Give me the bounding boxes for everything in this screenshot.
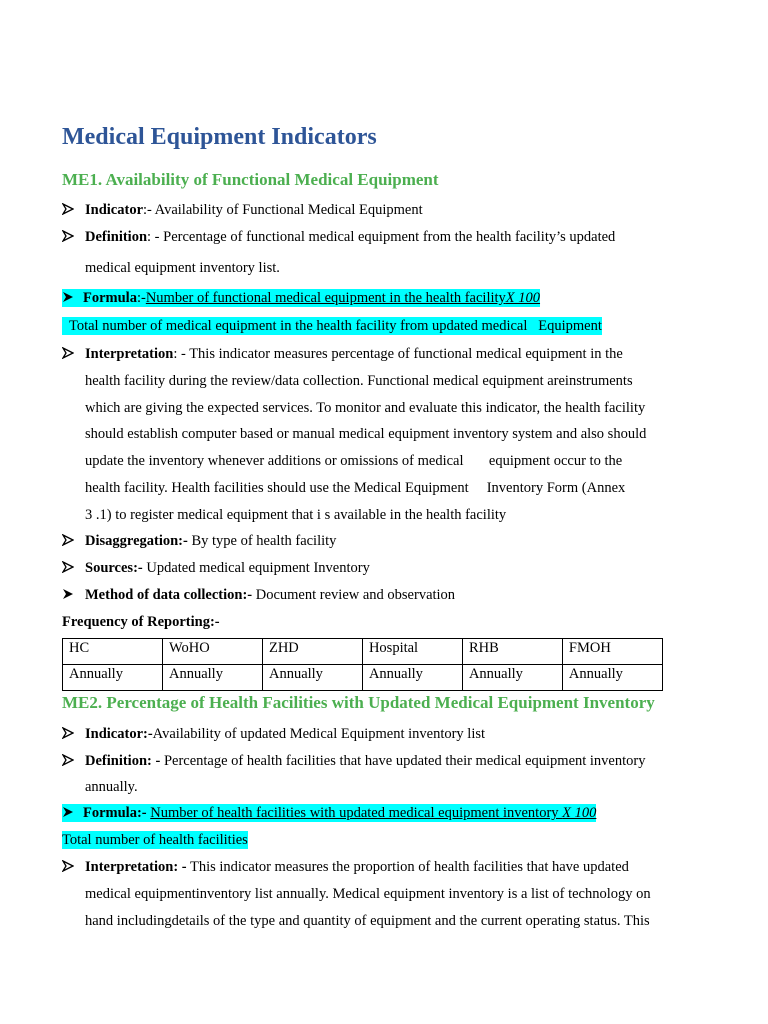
me2-formula: Formula:- Number of health facilities with updated medical equipment inventory X 100 xyxy=(62,804,596,822)
me1-definition-cont: medical equipment inventory list. xyxy=(85,260,280,276)
me2-interpretation: Interpretation: - This indicator measures the proportion of health facilities that have updated xyxy=(85,859,629,875)
arrow-bullet-icon xyxy=(62,203,74,215)
me1-interpretation-line: update the inventory whenever additions or omissions of medical equipment occur to the xyxy=(85,453,623,469)
arrow-bullet-icon xyxy=(62,754,74,766)
table-cell: Annually xyxy=(362,665,462,691)
me1-interpretation-line: 3 .1) to register medical equipment that i s available in the health facility xyxy=(85,507,507,523)
table-header-cell: RHB xyxy=(462,639,562,665)
table-header-cell: Hospital xyxy=(362,639,462,665)
arrow-bullet-icon xyxy=(62,561,74,573)
me1-definition: Definition: - Percentage of functional medical equipment from the health facility’s updated xyxy=(85,229,616,245)
me1-formula-denominator: Total number of medical equipment in the health facility from updated medical Equipment xyxy=(62,318,602,334)
table-header-cell: WoHO xyxy=(162,639,262,665)
me2-interpretation-line: hand includingdetails of the type and quantity of equipment and the current operating status. This xyxy=(85,913,650,929)
me1-interpretation-line: which are giving the expected services. To monitor and evaluate this indicator, the health facility xyxy=(85,400,646,416)
table-row xyxy=(63,639,663,665)
table-row xyxy=(63,665,663,691)
me2-definition: Definition: - Percentage of health facilities that have updated their medical equipment inventory xyxy=(85,753,646,769)
me1-interpretation: Interpretation: - This indicator measures percentage of functional medical equipment in the xyxy=(85,346,623,362)
arrow-bullet-icon xyxy=(62,347,74,359)
me1-interpretation-line: health facility. Health facilities should use the Medical Equipment Inventory Form (Annex xyxy=(85,480,626,496)
me2-indicator: Indicator:-Availability of updated Medical Equipment inventory list xyxy=(85,726,486,742)
me1-interpretation-line: should establish computer based or manual medical equipment inventory system and also should xyxy=(85,426,647,442)
arrow-bullet-icon xyxy=(62,860,74,872)
me1-disaggregation: Disaggregation:- By type of health facility xyxy=(85,533,337,549)
table-header-cell: ZHD xyxy=(262,639,362,665)
arrow-bullet-icon xyxy=(62,230,74,242)
me1-indicator: Indicator:- Availability of Functional Medical Equipment xyxy=(85,202,423,218)
me2-formula-denominator: Total number of health facilities xyxy=(62,832,248,848)
arrow-bullet-icon xyxy=(62,806,74,818)
table-header-cell: HC xyxy=(63,639,163,665)
table-cell: Annually xyxy=(262,665,362,691)
arrow-bullet-icon xyxy=(62,291,74,303)
table-cell: Annually xyxy=(462,665,562,691)
me1-method: Method of data collection:- Document review and observation xyxy=(85,587,456,603)
me2-heading: ME2. Percentage of Health Facilities with Updated Medical Equipment Inventory xyxy=(62,693,655,712)
page-title: Medical Equipment Indicators xyxy=(62,124,377,150)
arrow-bullet-icon xyxy=(62,588,74,600)
arrow-bullet-icon xyxy=(62,534,74,546)
table-cell: Annually xyxy=(162,665,262,691)
me1-sources: Sources:- Updated medical equipment Inventory xyxy=(85,560,370,576)
table-cell: Annually xyxy=(562,665,662,691)
frequency-label: Frequency of Reporting:- xyxy=(62,614,220,630)
me1-formula: Formula:-Number of functional medical equipment in the health facilityX 100 xyxy=(62,289,540,307)
table-header-cell: FMOH xyxy=(562,639,662,665)
me2-definition-cont: annually. xyxy=(85,779,138,795)
table-cell: Annually xyxy=(63,665,163,691)
frequency-table xyxy=(62,638,663,691)
arrow-bullet-icon xyxy=(62,727,74,739)
me1-interpretation-line: health facility during the review/data collection. Functional medical equipment areinstruments xyxy=(85,373,633,389)
me2-interpretation-line: medical equipmentinventory list annually. Medical equipment inventory is a list of technology on xyxy=(85,886,651,902)
me1-heading: ME1. Availability of Functional Medical Equipment xyxy=(62,170,439,189)
